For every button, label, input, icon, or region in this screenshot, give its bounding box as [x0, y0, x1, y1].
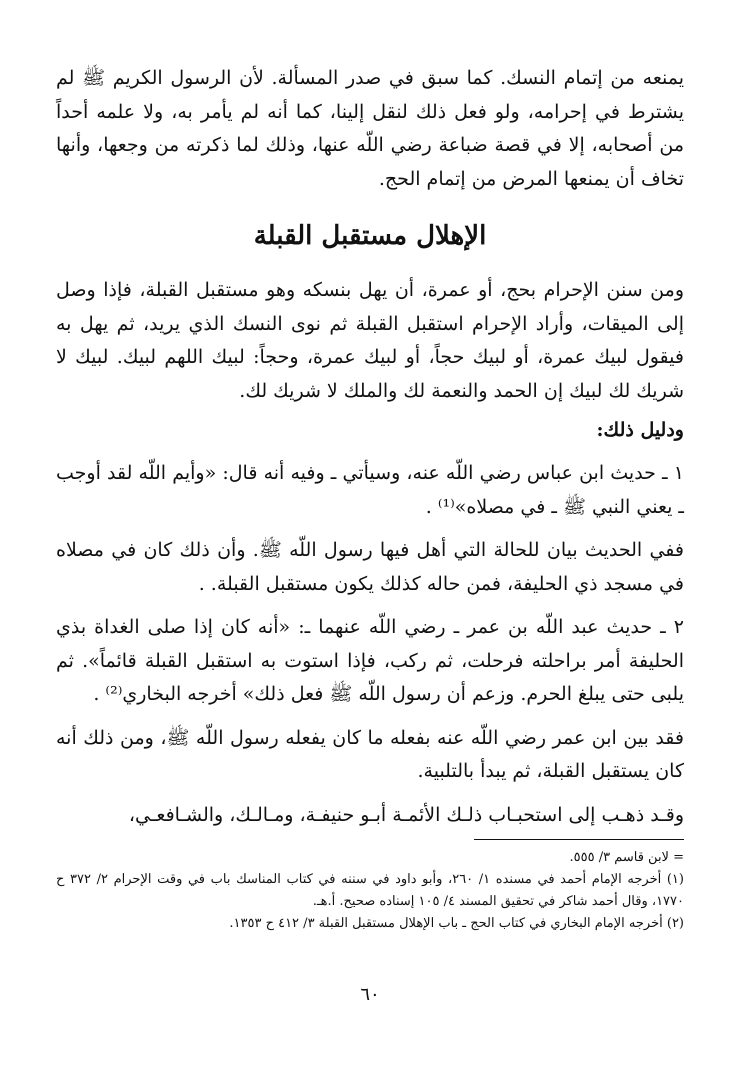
paragraph: وقـد ذهـب إلى استحبـاب ذلـك الأئمـة أبـو حنيفـة، ومـالـك، والشـافعـي، — [128, 803, 684, 826]
footnote-divider — [474, 839, 684, 840]
paragraph: ٢ ـ حديث عبد اللّه بن عمر ـ رضي اللّه عنهما ـ: «أنه كان إذا صلى الغداة بذي الحليفة أمر براحلته فرحلت، ثم ركب، فإذا استوت به استقبل القبلة قائماً». ثم يلبى حتى يبلغ الحرم. وزعم أن رسول اللّه ﷺ فعل ذلك» أخرجه البخاري⁽²⁾ . — [56, 616, 684, 705]
section-heading: الإهلال مستقبل القبلة — [253, 221, 487, 251]
footnote: (١) أخرجه الإمام أحمد في مسنده ١/ ٢٦٠، وأبو داود في سننه في كتاب المناسك باب في وقت الإحرام ٢/ ٣٧٢ ح ١٧٧٠، وقال أحمد شاكر في تحقيق المسند ٤/ ١٠٥ إسناده صحيح. أ.هـ. — [56, 872, 684, 909]
paragraph: ففي الحديث بيان للحالة التي أهل فيها رسول اللّه ﷺ. وأن ذلك كان في مصلاه في مسجد ذي الحليفة، فمن حاله كذلك يكون مستقبل القبلة. . — [56, 539, 684, 595]
footnote: (٢) أخرجه الإمام البخاري في كتاب الحج ـ باب الإهلال مستقبل القبلة ٣/ ٤١٢ ح ١٣٥٣. — [229, 916, 684, 931]
paragraph: فقد بين ابن عمر رضي اللّه عنه بفعله ما كان يفعله رسول اللّه ﷺ، ومن ذلك أنه كان يستقبل القبلة، ثم يبدأ بالتلبية. — [56, 726, 684, 782]
evidence-subheading: ودليل ذلك: — [596, 419, 684, 441]
footnote: = لابن قاسم ٣/ ٥٥٥. — [569, 850, 684, 865]
document-page — [56, 62, 684, 1073]
paragraph: ١ ـ حديث ابن عباس رضي اللّه عنه، وسيأتي ـ وفيه أنه قال: «وأيم اللّه لقد أوجب ـ يعني النبي ﷺ ـ في مصلاه»⁽¹⁾ . — [56, 462, 684, 518]
paragraph: يمنعه من إتمام النسك. كما سبق في صدر المسألة. لأن الرسول الكريم ﷺ لم يشترط في إحرامه، ولو فعل ذلك لنقل إلينا، كما أنه لم يأمر به، ولا علمه أحداً من أصحابه، إلا في قصة ضباعة رضي اللّه عنها، وذلك لما ذكرته من وجعها، وأنها تخاف أن يمنعها المرض من إتمام الحج. — [56, 67, 684, 190]
paragraph: ومن سنن الإحرام بحج، أو عمرة، أن يهل بنسكه وهو مستقبل القبلة، فإذا وصل إلى الميقات، وأراد الإحرام استقبل القبلة ثم نوى النسك الذي يريد، ثم يهل به فيقول لبيك عمرة، أو لبيك حجاً، أو لبيك عمرة، وحجاً: لبيك اللهم لبيك. لبيك لا شريك لك لبيك إن الحمد والنعمة لك والملك لا شريك لك. — [56, 279, 684, 402]
footnotes — [56, 847, 684, 935]
page-number: ٦٠ — [360, 984, 380, 1005]
